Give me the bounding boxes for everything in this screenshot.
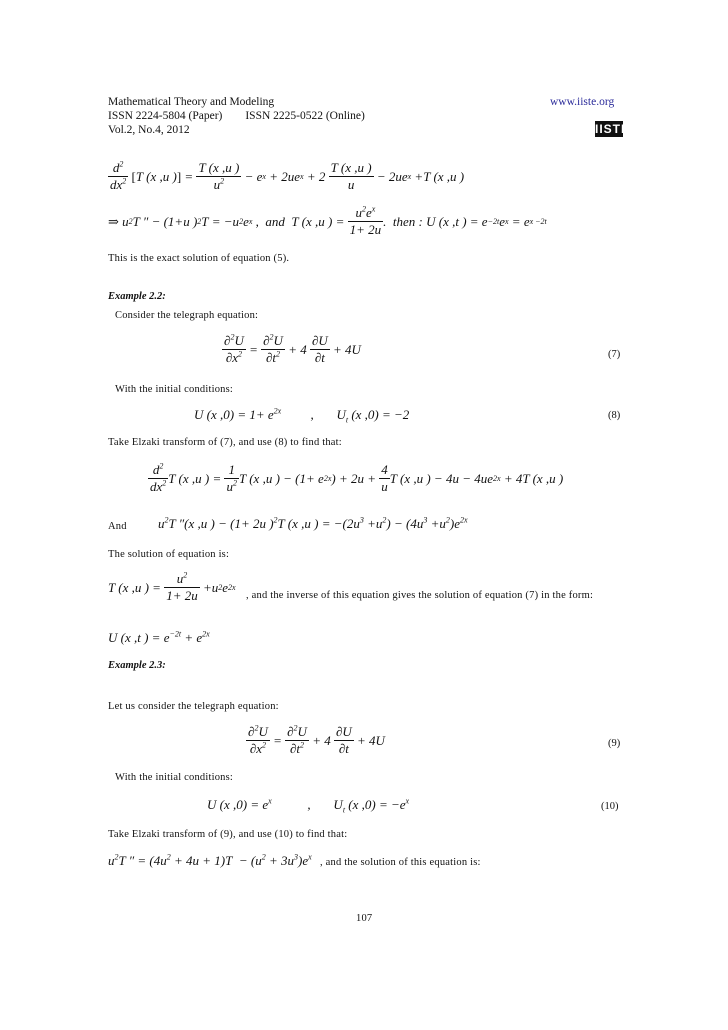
issn-line: ISSN 2224-5804 (Paper) ISSN 2225-0522 (Online) xyxy=(108,110,365,122)
page-number: 107 xyxy=(356,913,373,924)
volume-line: Vol.2, No.4, 2012 xyxy=(108,124,190,136)
journal-url-link[interactable]: www.iiste.org xyxy=(550,96,615,108)
equation-8: U (x $,0) = 1+ e^{2x}$ , $U_t$ (x ,0) = −2 xyxy=(194,406,410,425)
equation-9: $\frac{\partial^2U}{\partial x^2}$ = $\frac{\partial^2U}{\partial t^2}$ + 4 $\frac{\partial U}{\partial t}$ + 4U xyxy=(248,723,385,756)
elzaki-transform-note-1: Take Elzaki transform of (7), and use (8) to find that: xyxy=(108,437,342,448)
equation-T-solution: T (x ,u ) = $\frac{u^2}{1+ 2u}$ +u 2 e 2x xyxy=(108,570,236,603)
example-2-2-intro: Consider the telegraph equation: xyxy=(115,310,259,321)
solution-label: The solution of equation is: xyxy=(108,549,230,560)
example-2-2-heading: Example 2.2: xyxy=(108,291,166,302)
equation-10-number: (10) xyxy=(601,801,619,812)
equation-transform-derivative: $\frac{d^2}{dx^2}$ [ T (x ,u ) ] = $\frac{T (x ,u )}{u^2}$ − e x + 2ue x + 2 $\frac{T (x ,u )}{u}$ − 2ue x +T (x ,u ) xyxy=(110,159,465,192)
equation-transformed-7: $\frac{d^2}{dx^2}$ T (x ,u ) = $\frac{1}{u^2}$ T (x ,u ) − (1+ e 2x ) + 2u + $\frac{4}{u}$ T (x ,u ) − 4u − 4ue 2x + 4T (x ,u ) xyxy=(150,461,564,494)
example-2-3-intro: Let us consider the telegraph equation: xyxy=(108,701,279,712)
equation-ode-solution: ⇒ u 2 T ″ − (1+u ) 2 T = −u 2 e x , and T (x ,u ) = $\frac{u^2e^x}{1+ 2u}$ . then : U (x ,t ) = e −2t e x = e x −2t xyxy=(108,204,547,237)
elzaki-transform-note-2: Take Elzaki transform of (9), and use (10) to find that: xyxy=(108,829,348,840)
equation-7-number: (7) xyxy=(608,349,621,360)
equation-U-solution: U (x ,t ) = $e^{-2t} + e^{2x}$ xyxy=(108,629,210,645)
initial-conditions-label-1: With the initial conditions: xyxy=(115,384,234,395)
exact-solution-note: This is the exact solution of equation (5). xyxy=(108,253,290,264)
equation-8-number: (8) xyxy=(608,410,621,421)
initial-conditions-label-2: With the initial conditions: xyxy=(115,772,234,783)
inverse-explanation: , and the inverse of this equation gives the solution of equation (7) in the form: xyxy=(246,590,594,601)
example-2-3-heading: Example 2.3: xyxy=(108,660,166,671)
equation-transformed-9: $u^2T$ ″ = $(4u^2 + 4u + 1)T - (u^2 + 3u^3)e^x$ xyxy=(108,852,312,868)
and-label: And xyxy=(108,521,127,532)
solution-tail-text: , and the solution of this equation is: xyxy=(320,857,481,868)
equation-ode-2: $u^2T$ ″(x ,u ) − (1+ 2u )$^2$T (x ,u ) = $-(2u^3 +u^2) - (4u^3 +u^2)e^{2x}$ xyxy=(158,515,468,531)
equation-7: $\frac{\partial^2U}{\partial x^2}$ = $\frac{\partial^2U}{\partial t^2}$ + 4 $\frac{\partial U}{\partial t}$ + 4U xyxy=(224,332,361,365)
equation-9-number: (9) xyxy=(608,738,621,749)
iiste-logo: IISTE xyxy=(595,122,631,136)
journal-title: Mathematical Theory and Modeling xyxy=(108,96,275,108)
equation-10: U (x $,0) = e^x$ , $U_t$ (x $,0) = -e^x$ xyxy=(207,796,410,815)
